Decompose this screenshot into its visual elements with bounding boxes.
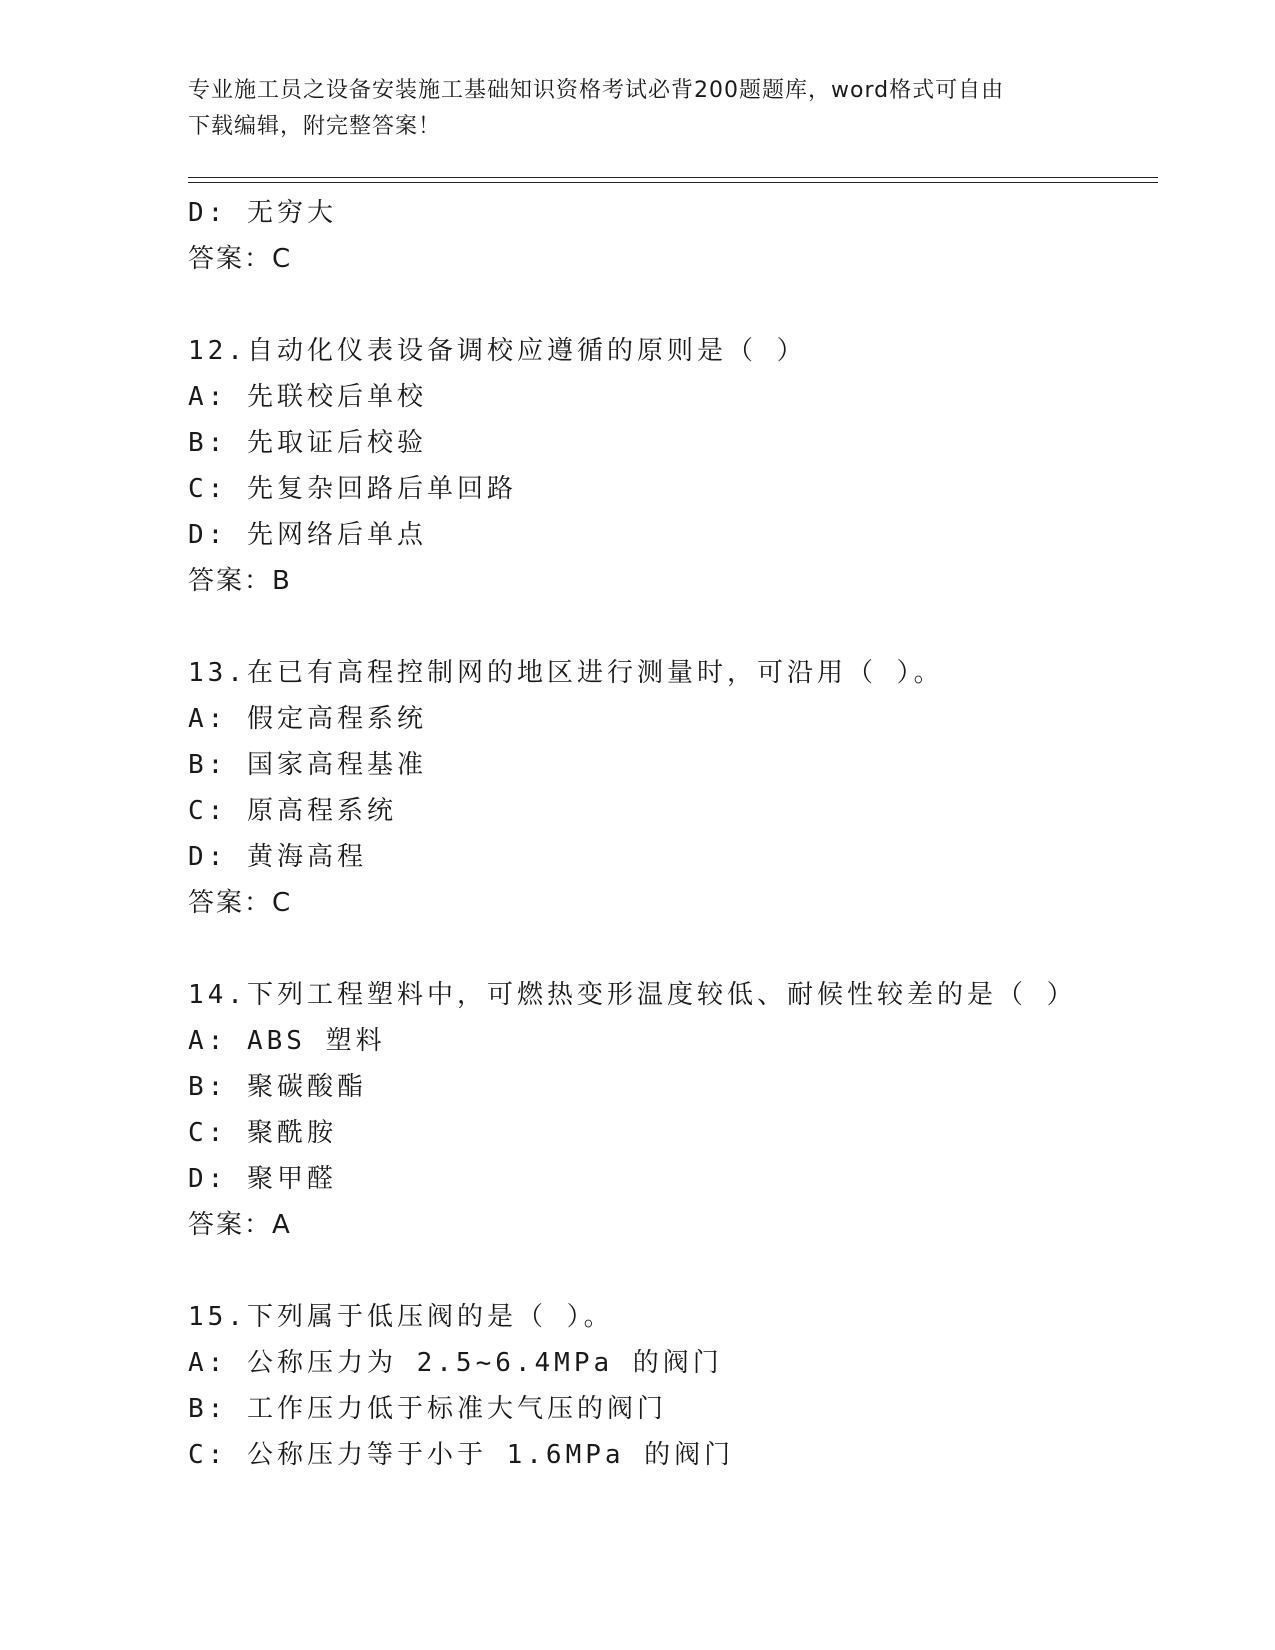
option-c: C: 公称压力等于小于 1.6MPa 的阀门 (188, 1440, 735, 1470)
option-d: D: 黄海高程 (188, 842, 367, 872)
option-d: D: 先网络后单点 (188, 520, 427, 550)
document-header (188, 73, 1088, 145)
header-divider-bottom (188, 182, 1158, 183)
option-c: C: 聚酰胺 (188, 1118, 337, 1148)
question-stem: 14.下列工程塑料中，可燃热变形温度较低、耐候性较差的是（ ） (188, 980, 1077, 1010)
option-a: A: 公称压力为 2.5~6.4MPa 的阀门 (188, 1348, 723, 1378)
option-a: A: ABS 塑料 (188, 1026, 386, 1056)
q11-answer: 答案：C (188, 244, 293, 274)
q11-option-d: D: 无穷大 (188, 198, 337, 228)
question-stem: 15.下列属于低压阀的是（ ）。 (188, 1302, 614, 1332)
header-line-2: 下载编辑，附完整答案！ (188, 114, 442, 139)
option-c: C: 原高程系统 (188, 796, 397, 826)
question-list (188, 190, 1158, 1478)
option-b: B: 国家高程基准 (188, 750, 427, 780)
option-b: B: 先取证后校验 (188, 428, 427, 458)
answer: 答案：C (188, 888, 293, 918)
question-stem: 13.在已有高程控制网的地区进行测量时，可沿用（ ）。 (188, 658, 944, 688)
question-14 (188, 972, 1158, 1248)
answer: 答案：A (188, 1210, 292, 1240)
option-b: B: 工作压力低于标准大气压的阀门 (188, 1394, 667, 1424)
question-13 (188, 650, 1158, 926)
question-15 (188, 1294, 1158, 1478)
option-d: D: 聚甲醛 (188, 1164, 337, 1194)
option-b: B: 聚碳酸酯 (188, 1072, 367, 1102)
question-stem: 12.自动化仪表设备调校应遵循的原则是（ ） (188, 336, 807, 366)
option-a: A: 假定高程系统 (188, 704, 427, 734)
option-a: A: 先联校后单校 (188, 382, 427, 412)
header-divider-top (188, 177, 1158, 178)
question-12 (188, 328, 1158, 604)
answer: 答案：B (188, 566, 292, 596)
option-c: C: 先复杂回路后单回路 (188, 474, 517, 504)
header-line-1: 专业施工员之设备安装施工基础知识资格考试必背200题题库，word格式可自由 (188, 78, 1005, 103)
